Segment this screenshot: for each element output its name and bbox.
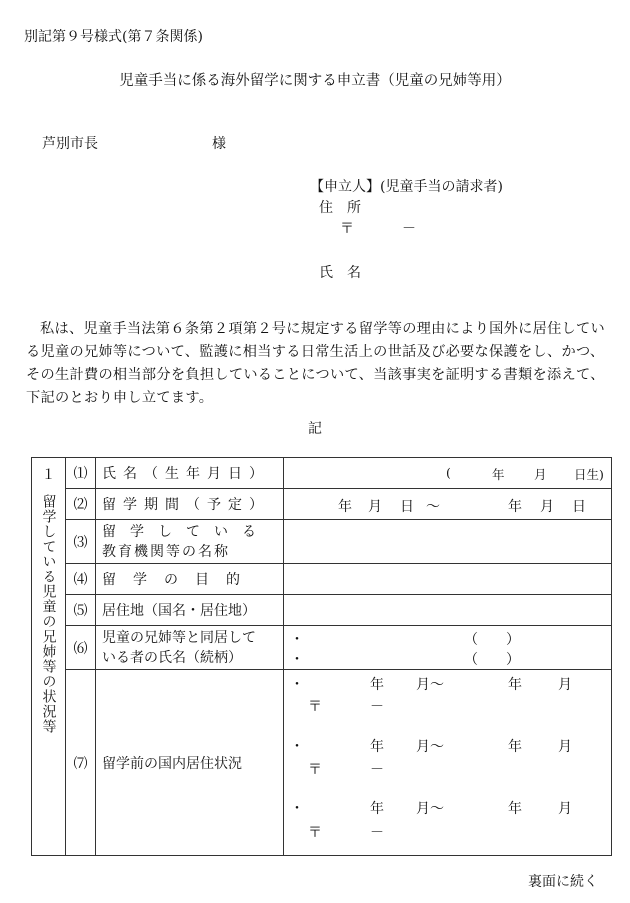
address-label: 住 所 [319, 200, 361, 216]
row-value[interactable] [284, 564, 612, 595]
row-value[interactable] [284, 595, 612, 626]
section-title: 留学している児童の兄姉等の状況等 [40, 494, 57, 734]
document-title: 児童手当に係る海外留学に関する申立書（児童の兄姉等用） [119, 73, 511, 89]
applicant-heading: 【申立人】(児童手当の請求者) [310, 179, 503, 195]
row-number: ⑸ [66, 595, 96, 626]
row-number: ⑴ [66, 458, 96, 489]
table-row [32, 489, 612, 520]
row-label: 氏名（生年月日） [96, 458, 284, 489]
row-label: 留学の目的 [96, 564, 284, 595]
table-row [32, 564, 612, 595]
row-value[interactable]: ( 年 月 日生) [284, 458, 612, 489]
row-number: ⑵ [66, 489, 96, 520]
row-number: ⑺ [66, 670, 96, 856]
postal-dash: － [402, 221, 416, 237]
table-row [32, 520, 612, 564]
row-label: 留学前の国内居住状況 [96, 670, 284, 856]
section-number: １ [41, 467, 56, 483]
name-label: 氏 名 [319, 265, 361, 281]
row-value[interactable]: ・ 年 月～ 年 月 〒 － ・ 年 月～ 年 月 〒 － ・ 年 月～ 年 月 〒 － [284, 670, 612, 856]
table-row [32, 626, 612, 670]
table-row [32, 595, 612, 626]
table-row [32, 458, 612, 489]
row-label: 留学している 教育機関等の名称 [96, 520, 284, 564]
section-cell [32, 458, 66, 856]
addressee: 芦別市長 [42, 136, 98, 152]
ki-heading: 記 [308, 421, 322, 437]
row-number: ⑷ [66, 564, 96, 595]
row-value[interactable]: ・ （ ） ・ （ ） [284, 626, 612, 670]
statement-body: 私は、児童手当法第６条第２項第２号に規定する留学等の理由により国外に居住している児童の兄姉等について、監護に相当する日常生活上の世話及び必要な保護をし、かつ、その生計費の相当部分を負担していることについて、当該事実を証明する書類を添えて、下記のとおり申し立てます。 [26, 321, 606, 406]
continued-note: 裏面に続く [528, 874, 598, 890]
row-value[interactable]: 年 月 日 ～ 年 月 日 [284, 489, 612, 520]
row-value[interactable] [284, 520, 612, 564]
row-label: 居住地（国名・居住地） [96, 595, 284, 626]
row-label: 留学期間（予定） [96, 489, 284, 520]
form-label: 別記第９号様式(第７条関係) [24, 29, 203, 45]
addressee-honorific: 様 [212, 136, 226, 152]
row-number: ⑹ [66, 626, 96, 670]
postal-mark: 〒 [340, 221, 354, 237]
row-number: ⑶ [66, 520, 96, 564]
row-label: 児童の兄姉等と同居して いる者の氏名（続柄） [96, 626, 284, 670]
details-table [31, 457, 612, 856]
table-row [32, 670, 612, 856]
